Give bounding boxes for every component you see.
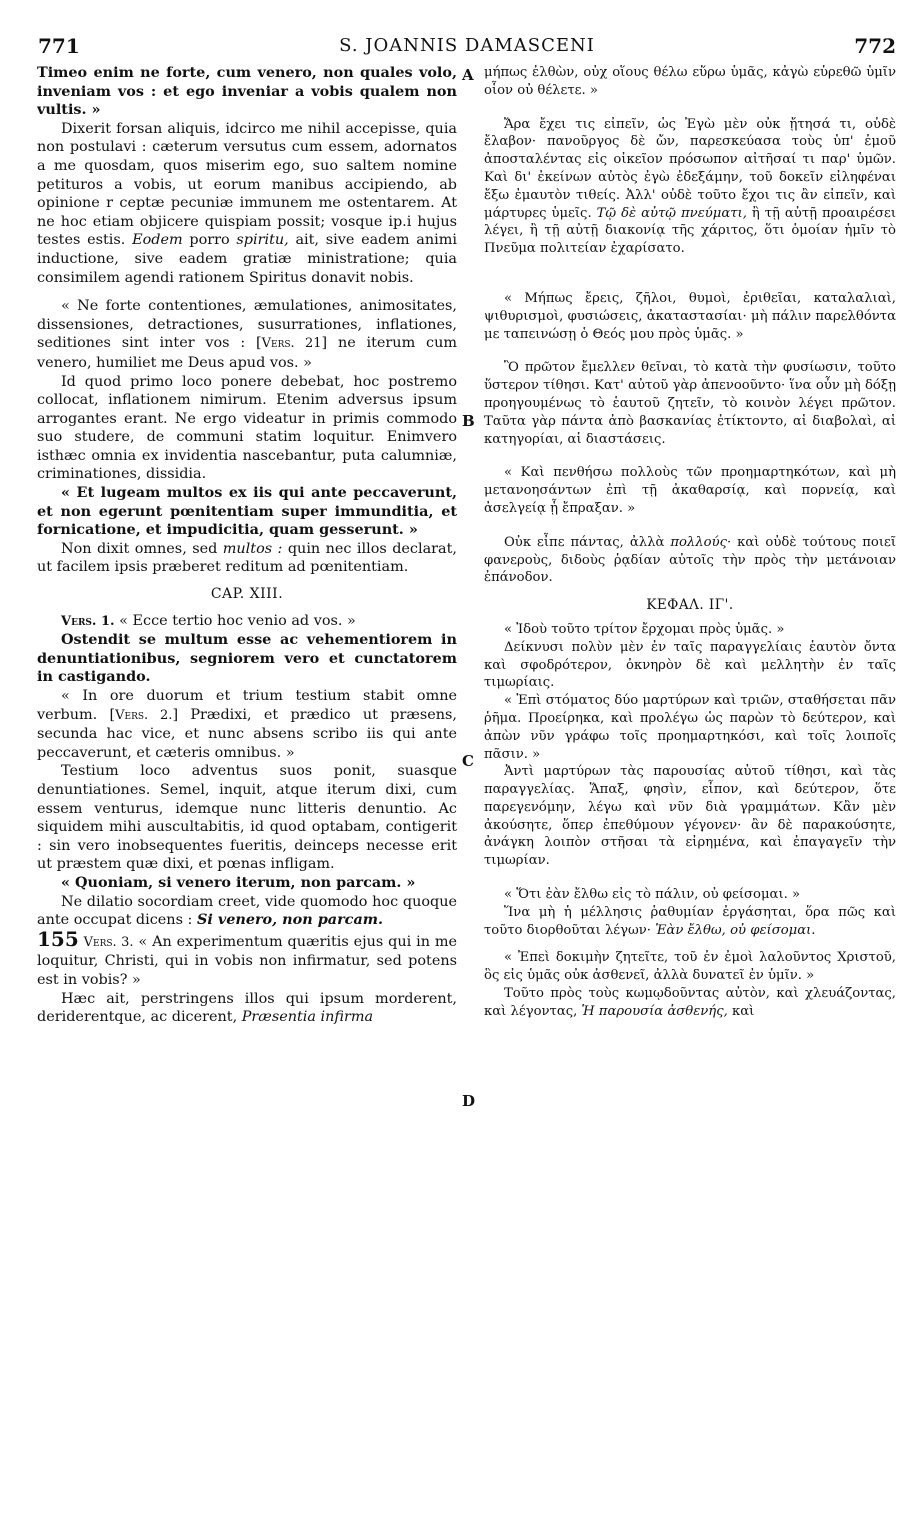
- latin-scripture-quote: « In ore duorum et trium testium stabit omne verbum. [Vers. 2.] Prædixi, et prædico ut præsens, secunda hac vice, et nunc absens scribo iis qui ante peccaverunt, et cæteris omnibus. »: [37, 688, 457, 761]
- margin-marker-d: D: [462, 1092, 476, 1110]
- latin-paragraph: Timeo enim ne forte, cum venero, non quales volo, inveniam vos : et ego inveniar a vobis qualem non vultis. »: [37, 64, 457, 119]
- latin-scripture-quote: « Quoniam, si venero iterum, non parcam. »: [61, 873, 416, 891]
- greek-paragraph: Ἵνα μὴ ἡ μέλλησις ῥαθυμίαν ἐργάσηται, ὅρα πῶς καὶ τοῦτο διορθοῦται λέγων· Ἐὰν ἔλθω, οὐ φείσομαι.: [484, 904, 896, 938]
- latin-paragraph: Ostendit se multum esse ac vehementiorem in denuntiationibus, segniorem vero et cunctatorem in castigando.: [37, 631, 457, 686]
- greek-scripture-quote: « Ὅτι ἐὰν ἔλθω εἰς τὸ πάλιν, οὐ φείσομαι. »: [504, 887, 801, 903]
- greek-scripture-quote: « Ἐπὶ στόματος δύο μαρτύρων καὶ τριῶν, σταθήσεται πᾶν ῥῆμα. Προείρηκα, καὶ προλέγω ὡς παρὼν τὸ δεύτερον, καὶ ἀπὼν νῦν γράφω τοῖς προημαρτηκόσι, καὶ τοῖς λοιποῖς πᾶσιν. »: [484, 693, 896, 762]
- margin-marker-c: C: [462, 752, 474, 770]
- latin-paragraph: Dixerit forsan aliquis, idcirco me nihil accepisse, quia non postulavi : cæterum versutus cum essem, adornatos a me quosdam, quos miserim ego, suo saltem nomine petituros a vobis, ut eorum manibus accipiendo, ab opinione r ceptæ pecuniæ immunem me ostentarem. At ne hoc etiam objicere quispiam possit; vosque ip.i hujus testes estis. Eodem porro spiritu, ait, sive eadem animi inductione, sive eadem gratiæ ministratione; quia consimilem agendi rationem Spiritus donavit nobis.: [37, 120, 457, 286]
- greek-column: [484, 64, 896, 1534]
- running-title: S. JOANNIS DAMASCENI: [339, 35, 595, 56]
- column-number: 155: [37, 926, 79, 951]
- latin-verse-line: 155 Vers. 3. « An experimentum quæritis ejus qui in me loquitur, Christi, qui in vobis non infirmatur, sed potens est in vobis? »: [37, 926, 457, 988]
- greek-paragraph: Ὃ πρῶτον ἔμελλεν θεῖναι, τὸ κατὰ τὴν φυσίωσιν, τοῦτο ὕστερον τίθησι. Κατ' αὐτοῦ γὰρ ἀπενοοῦντο· ἵνα οὖν μὴ δόξῃ προηγουμένως τὸ ἑαυτοῦ ζητεῖν, τὸ κοινὸν λέγει πρῶτον. Ταῦτα γὰρ πάντα ἀπὸ βασκανίας ἐτίκτοντο, αἱ διαβολαὶ, αἱ κατηγορίαι, αἱ διαστάσεις.: [484, 360, 896, 447]
- latin-paragraph: Id quod primo loco ponere debebat, hoc postremo collocat, inflationem nimirum. Etenim adversus ipsum arrogantes erant. Ne ergo videatur in primis commodo suo studere, de communi statim loquitur. Enimvero isthæc omnia ex invidentia nascebantur, puta calumniæ, criminationes, dissidia.: [37, 373, 457, 483]
- latin-scripture-quote: « Ne forte contentiones, æmulationes, animositates, dissensiones, detractiones, susurrationes, inflationes, seditiones sint inter vos : [Vers. 21] ne iterum cum venero, humiliet me Deus apud vos. »: [37, 298, 457, 371]
- margin-marker-a: A: [462, 66, 474, 84]
- margin-marker-b: B: [462, 412, 475, 430]
- latin-paragraph: Ne dilatio socordiam creet, vide quomodo hoc quoque ante occupat dicens : Si venero, non parcam.: [37, 893, 457, 929]
- latin-paragraph: Non dixit omnes, sed multos : quin nec illos declarat, ut facilem ipsis præberet reditum ad pœnitentiam.: [37, 540, 457, 576]
- greek-paragraph: Τοῦτο πρὸς τοὺς κωμῳδοῦντας αὐτὸν, καὶ χλευάζοντας, καὶ λέγοντας, Ἡ παρουσία ἀσθενής, καὶ: [484, 986, 896, 1019]
- greek-paragraph: Δείκνυσι πολὺν μὲν ἐν ταῖς παραγγελίαις ἑαυτὸν ὄντα καὶ σφοδρότερον, ὀκνηρὸν δὲ καὶ μελλητὴν ἐν ταῖς τιμωρίαις.: [484, 639, 896, 691]
- greek-paragraph: Ἄρα ἔχει τις εἰπεῖν, ὡς Ἐγὼ μὲν οὐκ ᾔτησά τι, οὐδὲ ἔλαβον· πανοῦργος δὲ ὤν, παρεσκεύασα τοὺς ὑπ' ἐμοῦ ἀποσταλέντας εἰς οἰκεῖον πρόσωπον αἰτῆσαί τι παρ' ὑμῶν. Καὶ δι' ἐκείνων αὐτὸς ἐγὼ ἐδεξάμην, τοῦ δοκεῖν εἰληφέναι ἔξω ἐμαυτὸν τιθείς. Ἀλλ' οὐδὲ τοῦτο ἔχοι τις ἂν εἰπεῖν, καὶ μάρτυρες ὑμεῖς. Τῷ δὲ αὐτῷ πνεύματι, ἢ τῇ αὐτῇ προαιρέσει λέγει, ἢ τῇ αὐτῇ διακονίᾳ τῆς χάριτος, ὅτι ὁμοίαν ἡμῖν τὸ Πνεῦμα πολιτείαν ἐχαρίσατο.: [484, 116, 896, 257]
- latin-column: [37, 64, 457, 1534]
- greek-paragraph: Οὐκ εἶπε πάντας, ἀλλὰ πολλούς· καὶ οὐδὲ τούτους ποιεῖ φανεροὺς, διδοὺς ῥᾳδίαν αὐτοῖς τὴν πρὸς τὴν μετάνοιαν ἐπάνοδον.: [484, 534, 896, 586]
- page-number-right: 772: [854, 34, 896, 58]
- greek-scripture-quote: « Καὶ πενθήσω πολλοὺς τῶν προημαρτηκότων, καὶ μὴ μετανοησάντων ἐπὶ τῇ ἀκαθαρσίᾳ, καὶ πορνείᾳ, καὶ ἀσελγείᾳ ᾗ ἔπραξαν. »: [484, 465, 896, 516]
- greek-scripture-quote: « Μήπως ἔρεις, ζῆλοι, θυμοὶ, ἐριθεῖαι, καταλαλιαὶ, ψιθυρισμοὶ, φυσιώσεις, ἀκαταστασίαι· μὴ πάλιν παρελθόντα με ταπεινώσῃ ὁ Θεός μου πρὸς ὑμᾶς. »: [484, 290, 896, 342]
- chapter-heading-greek: ΚΕΦΑΛ. ΙΓ'.: [646, 597, 734, 614]
- greek-scripture-quote: « Ἐπεὶ δοκιμὴν ζητεῖτε, τοῦ ἐν ἐμοὶ λαλοῦντος Χριστοῦ, ὃς εἰς ὑμᾶς οὐκ ἀσθενεῖ, ἀλλὰ δυνατεῖ ἐν ὑμῖν. »: [484, 950, 896, 984]
- greek-scripture-quote: « Ἰδοὺ τοῦτο τρίτον ἔρχομαι πρὸς ὑμᾶς. »: [504, 621, 785, 637]
- latin-verse-line: Vers. 1. « Ecce tertio hoc venio ad vos. »: [61, 612, 356, 629]
- chapter-heading-latin: CAP. XIII.: [210, 586, 284, 603]
- latin-paragraph: Hæc ait, perstringens illos qui ipsum morderent, deriderentque, ac dicerent, Præsentia infirma: [37, 990, 457, 1026]
- greek-paragraph: μήπως ἐλθὼν, οὐχ οἵους θέλω εὕρω ὑμᾶς, κἀγὼ εὑρεθῶ ὑμῖν οἷον οὐ θέλετε. »: [484, 65, 896, 98]
- greek-paragraph: Ἀντὶ μαρτύρων τὰς παρουσίας αὐτοῦ τίθησι, καὶ τὰς παραγγελίας. Ἅπαξ, φησὶν, εἶπον, καὶ δεύτερον, ὅτε παρεγενόμην, λέγω καὶ νῦν διὰ γραμμάτων. Κἂν μὲν ἀκούσητε, ὅπερ ἐπεθύμουν γέγονεν· ἂν δὲ παρακούσητε, ἀνάγκη λοιπὸν στῆσαι τὰ εἰρημένα, καὶ ἐπαγαγεῖν τὴν τιμωρίαν.: [484, 764, 896, 869]
- latin-paragraph: Testium loco adventus suos ponit, suasque denuntiationes. Semel, inquit, atque iterum dixi, cum essem venturus, idemque nunc litteris denuntio. Ac siquidem mihi auscultabitis, id quod optabam, contigerit : sin vero inobsequentes fueritis, deinceps necesse erit ut præstem quæ dixi, et pœnas infligam.: [37, 763, 457, 873]
- page-number-left: 771: [38, 34, 80, 58]
- latin-scripture-quote: « Et lugeam multos ex iis qui ante peccaverunt, et non egerunt pœnitentiam super immunditia, et fornicatione, et impudicitia, quam gesserunt. »: [37, 484, 457, 539]
- running-header: [38, 34, 896, 58]
